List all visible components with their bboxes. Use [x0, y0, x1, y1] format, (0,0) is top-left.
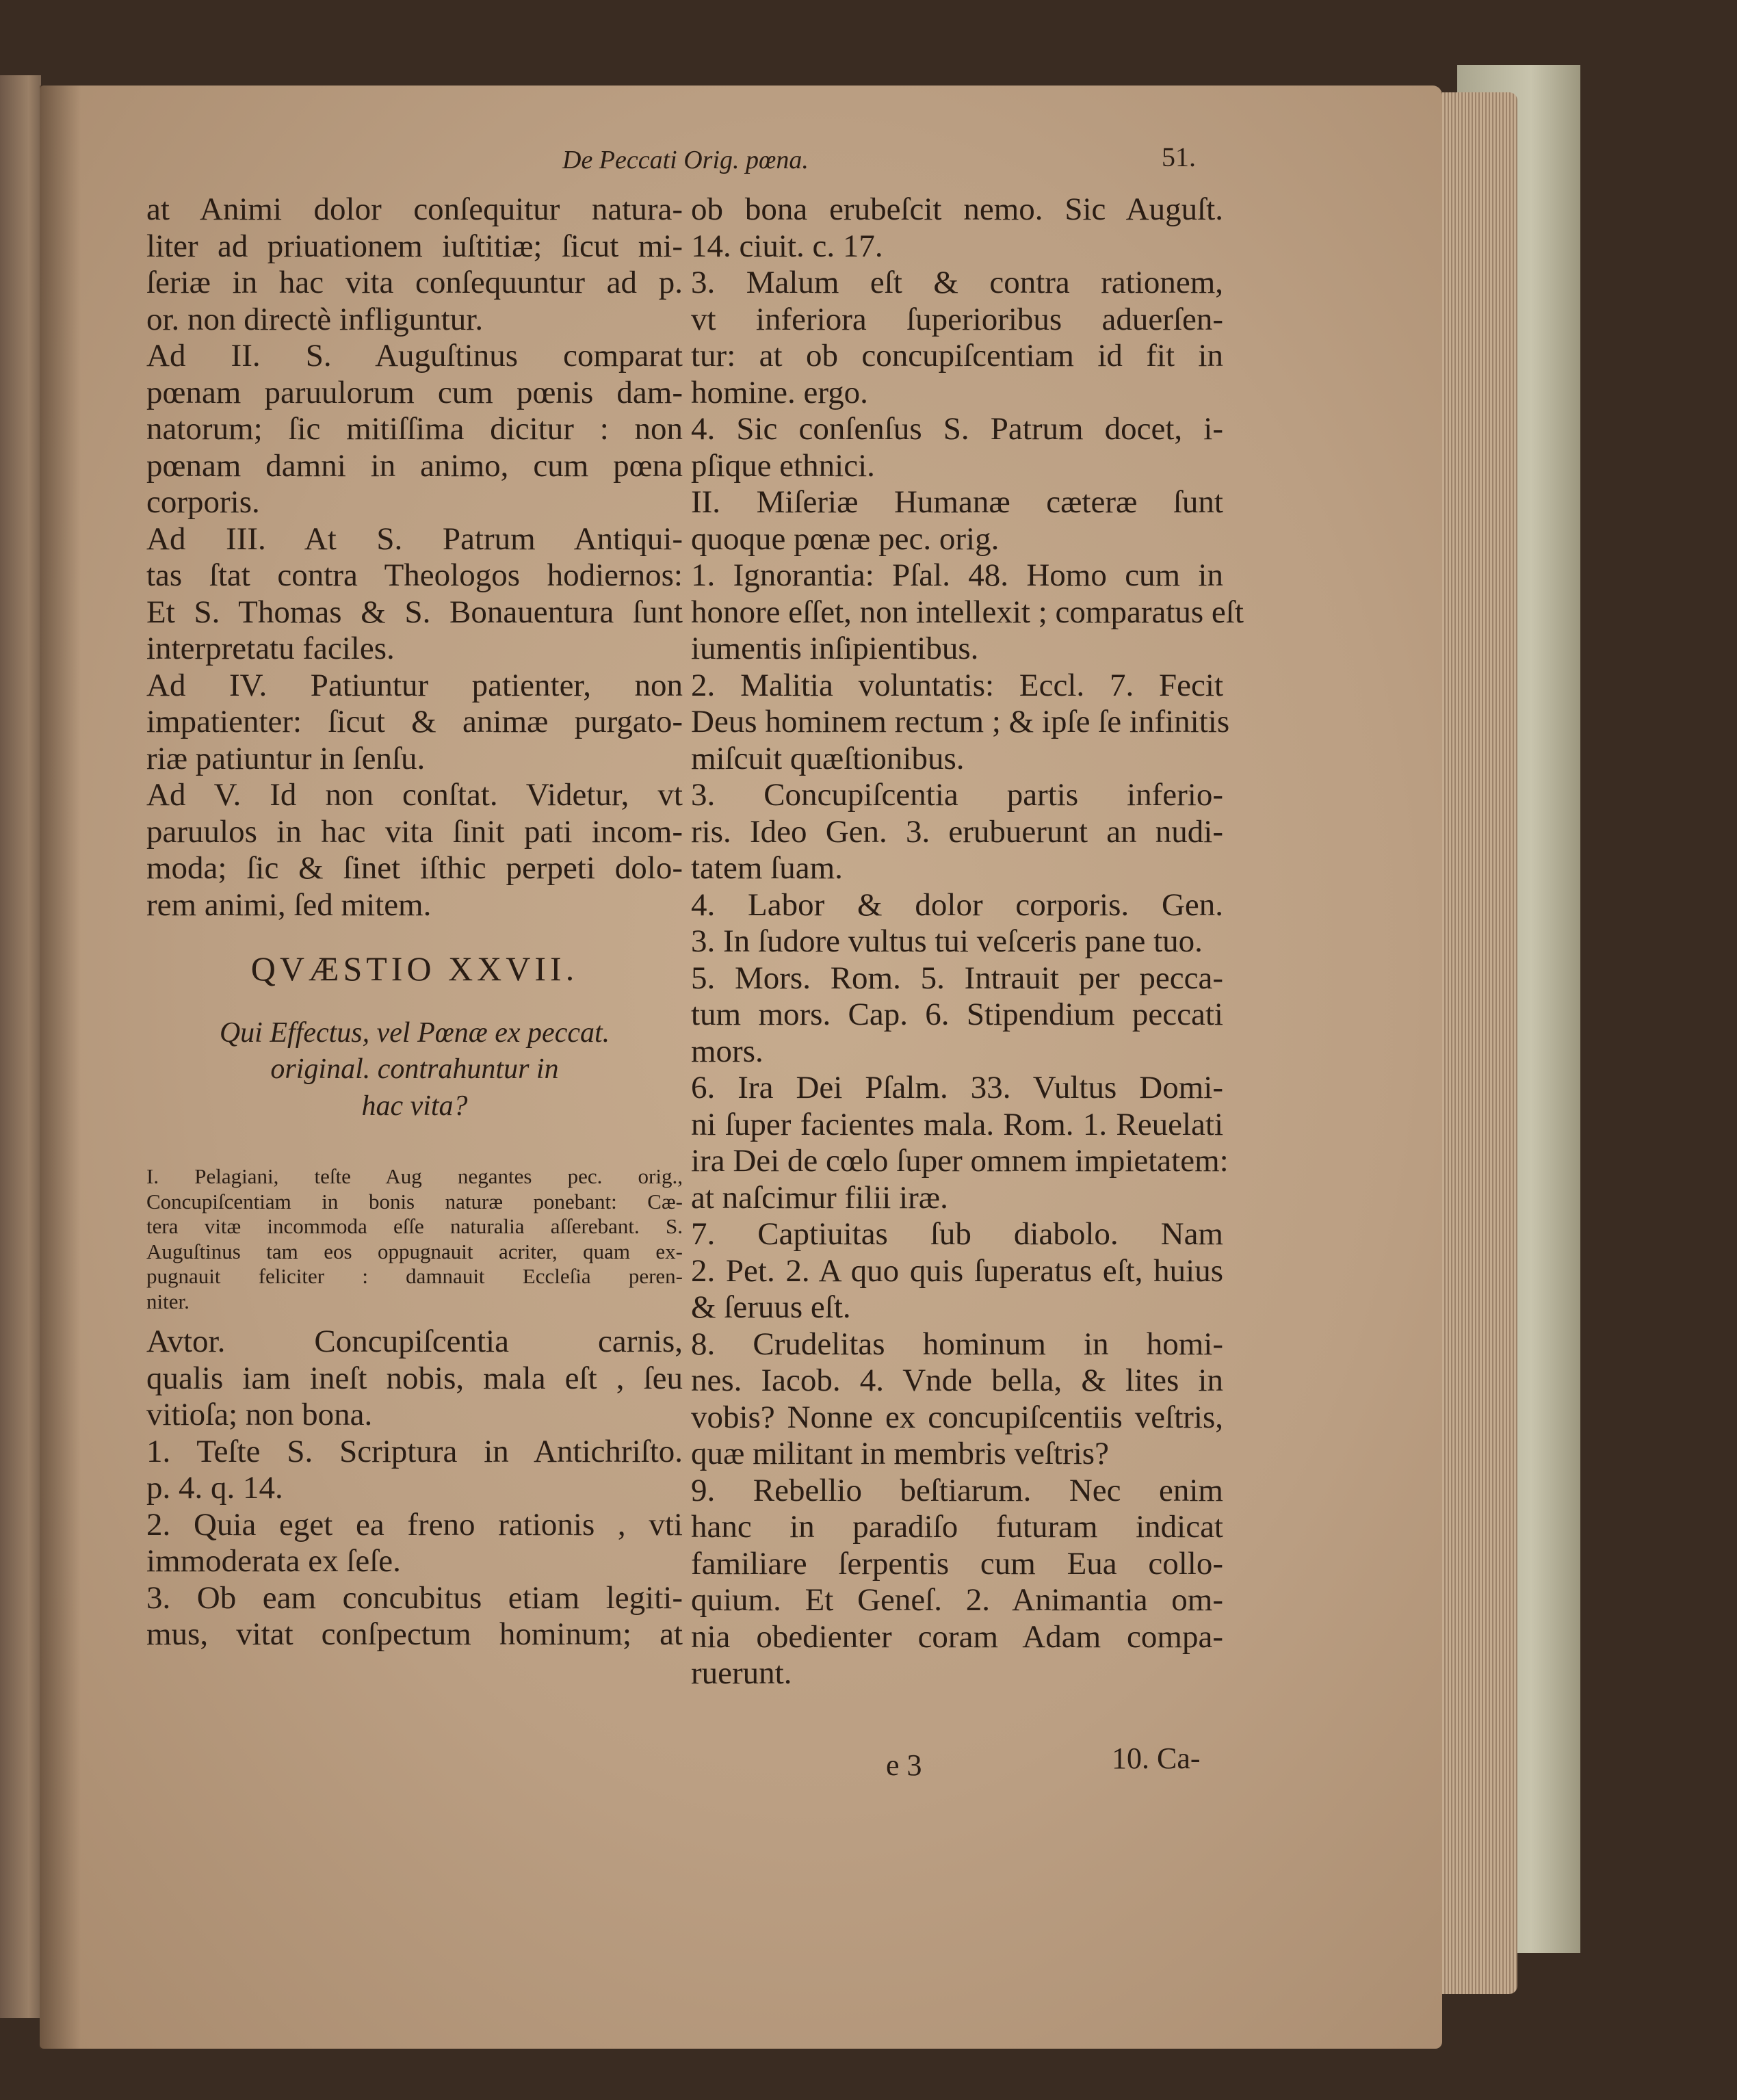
text-line: hanc in paradiſo futuram indicat	[691, 1509, 1223, 1545]
text-line: immoderata ex ſeſe.	[146, 1543, 401, 1579]
question-subtitle: original. contrahuntur in	[270, 1053, 559, 1085]
text-line: natorum; ſic mitiſſima dicitur : non	[146, 411, 683, 447]
text-line: pœnam damni in animo, cum pœna	[146, 447, 683, 484]
text-line: nia obedienter coram Adam compa-	[691, 1618, 1223, 1655]
text-line: 8. Crudelitas hominum in homi-	[691, 1326, 1223, 1362]
text-line: liter ad priuationem iuſtitiæ; ſicut mi-	[146, 228, 683, 264]
text-line: Ad V. Id non conſtat. Videtur, vt	[146, 777, 683, 813]
note-line: niter.	[146, 1289, 190, 1313]
text-line: tas ſtat contra Theologos hodiernos:	[146, 557, 683, 593]
text-line: 3. Malum eſt & contra rationem,	[691, 265, 1223, 300]
text-line: corporis.	[146, 484, 260, 520]
text-line: tur: at ob concupiſcentiam id fit in	[691, 338, 1223, 373]
note-line: I. Pelagiani, teſte Aug negantes pec. orig.,	[146, 1164, 683, 1188]
text-line: or. non directè infliguntur.	[146, 301, 484, 337]
text-line: Ad III. At S. Patrum Antiqui-	[146, 521, 683, 557]
text-line: moda; ſic & ſinet iſthic perpeti dolo-	[146, 850, 683, 886]
left-page-edge	[0, 75, 41, 2018]
text-line: 7. Captiuitas ſub diabolo. Nam	[691, 1216, 1223, 1252]
text-line: rem animi, ſed mitem.	[146, 887, 432, 923]
text-line: tum mors. Cap. 6. Stipendium peccati	[691, 997, 1223, 1032]
text-line: quæ militant in membris veſtris?	[691, 1436, 1109, 1471]
text-line: paruulos in hac vita ſinit pati incom-	[146, 813, 683, 850]
text-line: pœnam paruulorum cum pœnis dam-	[146, 374, 683, 410]
text-line: nes. Iacob. 4. Vnde bella, & lites in	[691, 1363, 1223, 1398]
left-column	[146, 192, 683, 1653]
text-line: 2. Malitia voluntatis: Eccl. 7. Fecit	[691, 667, 1223, 703]
text-line: vt inferiora ſuperioribus aduerſen-	[691, 301, 1223, 337]
text-line: Deus hominem rectum ; & ipſe ſe infinitis	[691, 704, 1230, 739]
text-line: vobis? Nonne ex concupiſcentiis veſtris,	[691, 1399, 1223, 1435]
note-line: Auguſtinus tam eos oppugnauit acriter, quam ex-	[146, 1239, 683, 1263]
text-line: 9. Rebellio beſtiarum. Nec enim	[691, 1472, 1223, 1508]
text-line: vitioſa; non bona.	[146, 1397, 373, 1432]
running-title: De Peccati Orig. pœna.	[562, 146, 809, 174]
text-line: 4. Labor & dolor corporis. Gen.	[691, 887, 1223, 923]
page-number: 51.	[1162, 142, 1196, 172]
text-line: 3. Concupiſcentia partis inferio-	[691, 777, 1223, 813]
text-line: iumentis inſipientibus.	[691, 631, 979, 666]
text-line: ſeriæ in hac vita conſequuntur ad p.	[146, 265, 683, 300]
text-line: 4. Sic conſenſus S. Patrum docet, i-	[691, 411, 1223, 447]
text-line: qualis iam ineſt nobis, mala eſt , ſeu	[146, 1360, 683, 1396]
text-line: 2. Quia eget ea freno rationis , vti	[146, 1506, 683, 1543]
gutter-shadow	[40, 86, 81, 2049]
text-line: p. 4. q. 14.	[146, 1470, 283, 1506]
right-column	[691, 192, 1244, 1692]
text-line: mors.	[691, 1033, 763, 1069]
question-subtitle: hac vita?	[361, 1090, 468, 1122]
text-line: ob bona erubeſcit nemo. Sic Auguſt.	[691, 192, 1223, 227]
text-line: honore eſſet, non intellexit ; comparatus eſt	[691, 594, 1244, 630]
text-line: interpretatu faciles.	[146, 631, 395, 666]
text-line: Ad II. S. Auguſtinus comparat	[146, 338, 683, 373]
text-line: at Animi dolor conſequitur natura-	[146, 192, 683, 227]
text-line: ruerunt.	[691, 1655, 792, 1691]
text-line: impatienter: ſicut & animæ purgato-	[146, 704, 683, 739]
text-line: Avtor. Concupiſcentia carnis,	[146, 1324, 683, 1359]
note-line: Concupiſcentiam in bonis naturæ ponebant: Cæ-	[146, 1189, 683, 1213]
text-line: 2. Pet. 2. A quo quis ſuperatus eſt, huius	[691, 1252, 1223, 1289]
text-line: ni ſuper facientes mala. Rom. 1. Reuelati	[691, 1106, 1223, 1142]
text-line: quoque pœnæ pec. orig.	[691, 521, 1000, 557]
text-line: ris. Ideo Gen. 3. erubuerunt an nudi-	[691, 813, 1223, 850]
text-line: & ſeruus eſt.	[691, 1289, 851, 1325]
text-line: Ad IV. Patiuntur patienter, non	[146, 667, 683, 703]
signature-mark: e 3	[886, 1748, 922, 1782]
note-line: tera vitæ incommoda eſſe naturalia aſſerebant. S.	[146, 1214, 683, 1238]
text-line: mus, vitat conſpectum hominum; at	[146, 1616, 683, 1652]
text-line: riæ patiuntur in ſenſu.	[146, 740, 426, 776]
text-line: 1. Ignorantia: Pſal. 48. Homo cum in	[691, 557, 1223, 593]
question-heading: QVÆSTIO XXVII.	[250, 949, 579, 988]
text-line: at naſcimur filii iræ.	[691, 1179, 948, 1216]
text-line: tatem ſuam.	[691, 850, 843, 886]
text-line: ira Dei de cœlo ſuper omnem impietatem:	[691, 1143, 1229, 1179]
note-line: pugnauit feliciter : damnauit Eccleſia peren-	[146, 1264, 683, 1288]
question-subtitle: Qui Effectus, vel Pœnæ ex peccat.	[219, 1016, 610, 1049]
text-line: 3. In ſudore vultus tui veſceris pane tuo.	[691, 923, 1203, 959]
text-line: pſique ethnici.	[691, 447, 875, 484]
text-line: II. Miſeriæ Humanæ cæteræ ſunt	[691, 484, 1223, 520]
text-line: 6. Ira Dei Pſalm. 33. Vultus Domi-	[691, 1070, 1223, 1105]
text-line: 3. Ob eam concubitus etiam legiti-	[146, 1579, 683, 1616]
text-line: quium. Et Geneſ. 2. Animantia om-	[691, 1582, 1223, 1618]
page-edges	[1442, 92, 1517, 1994]
text-line: miſcuit quæſtionibus.	[691, 740, 965, 776]
text-line: Et S. Thomas & S. Bonauentura ſunt	[146, 594, 683, 630]
text-line: familiare ſerpentis cum Eua collo-	[691, 1545, 1223, 1581]
text-line: homine. ergo.	[691, 374, 868, 410]
catchword: 10. Ca-	[1112, 1742, 1201, 1775]
text-line: 1. Teſte S. Scriptura in Antichriſto.	[146, 1433, 683, 1469]
text-line: 5. Mors. Rom. 5. Intrauit per pecca-	[691, 960, 1223, 996]
text-line: 14. ciuit. c. 17.	[691, 228, 883, 264]
